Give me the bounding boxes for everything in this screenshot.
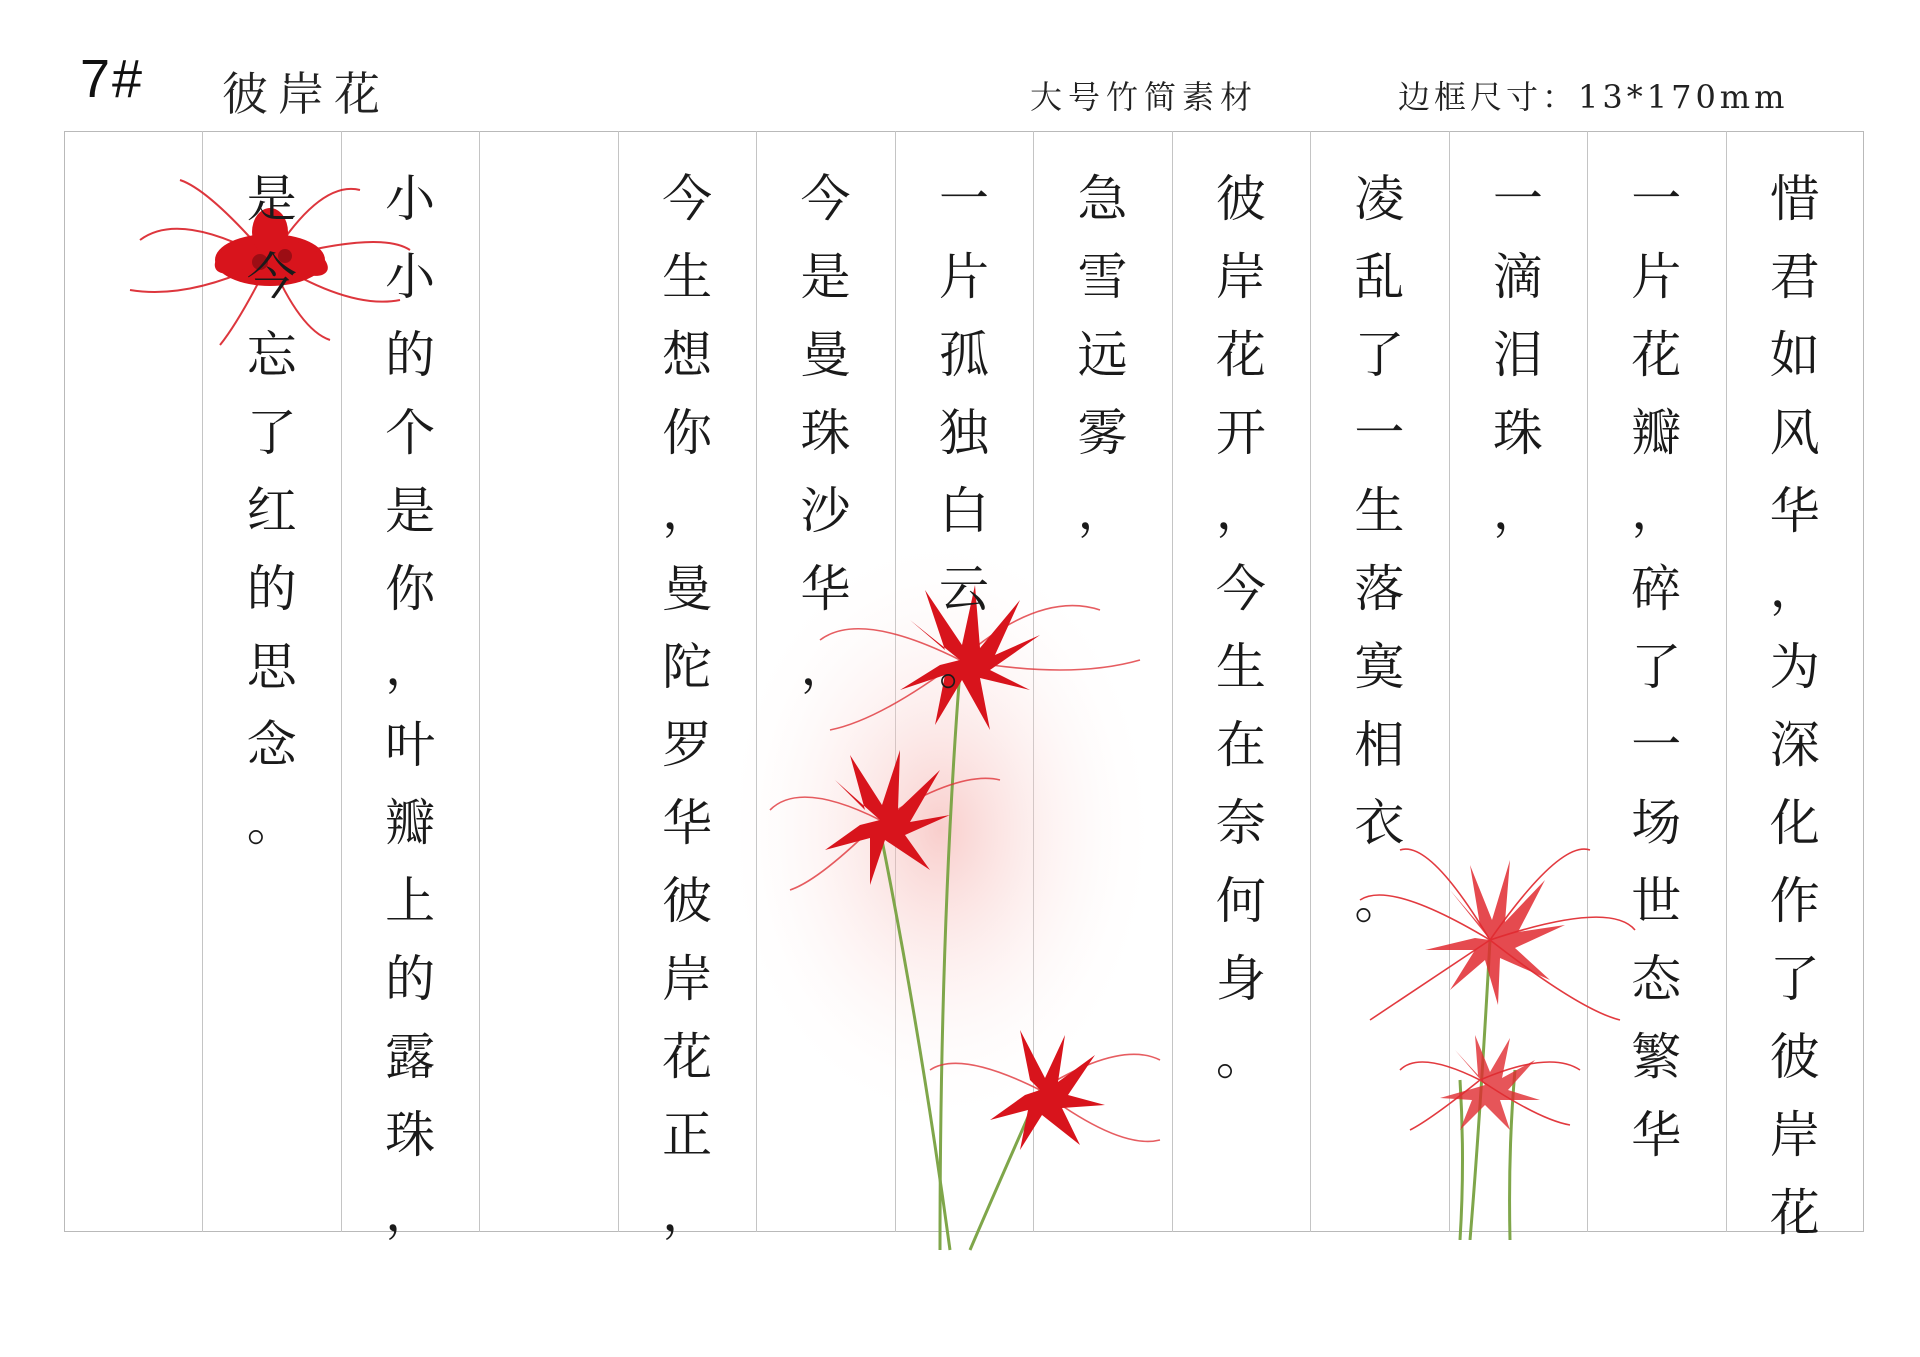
slip-character: 身 [1215,950,1266,1008]
slip-character: 岸 [1769,1106,1820,1164]
slip-character: 为 [1769,638,1820,696]
slip-character: 急 [1077,170,1128,228]
slip-character: 。 [1215,1028,1266,1086]
slip-character: 惜 [1769,170,1820,228]
slip-character: 华 [1631,1106,1682,1164]
slip-character: 君 [1769,248,1820,306]
slip-divider [618,131,619,1232]
slip-character: ， [662,482,713,540]
slip-character: 忘 [246,326,297,384]
slip-character: ， [662,1184,713,1242]
slip-character: 生 [1354,482,1405,540]
slip-character: 衣 [1354,794,1405,852]
slip-character: 落 [1354,560,1405,618]
slip-character: 。 [246,794,297,852]
slip-character: 一 [1631,716,1682,774]
slip-character: 场 [1631,794,1682,852]
slip-character: ， [385,1184,436,1242]
slip-character: 你 [385,560,436,618]
slip-character: ， [1631,482,1682,540]
slip-character: 是 [385,482,436,540]
slip-character: 一 [1492,170,1543,228]
slip-character: 态 [1631,950,1682,1008]
slip-character: 凌 [1354,170,1405,228]
slip-character: 花 [662,1028,713,1086]
slip-character: 孤 [939,326,989,384]
slip-character: 岸 [1215,248,1266,306]
slip-character: 乱 [1354,248,1405,306]
slip-character: ， [1077,482,1128,540]
slip-text [1477,160,1559,550]
slip-character: 上 [385,872,436,930]
slip-character: 的 [246,560,297,618]
slip-character: ， [1492,482,1543,540]
slip-character: 一 [939,170,989,228]
slip-character: 泪 [1492,326,1543,384]
slip-character: 奈 [1215,794,1266,852]
header-material: 大号竹简素材 [1030,78,1259,116]
slip-character: 罗 [662,716,713,774]
slip-character: 生 [1215,638,1266,696]
slip-text [1338,160,1420,940]
slip-character: 华 [800,560,851,618]
slip-character: 了 [246,404,297,462]
slip-character: 红 [246,482,297,540]
slip-character: 片 [1631,248,1682,306]
slip-character: 了 [1769,950,1820,1008]
slip-character: 雪 [1077,248,1128,306]
slip-character: 独 [939,404,989,462]
slip-divider [479,131,480,1232]
slip-character: 彼 [662,872,713,930]
slip-character: 的 [385,326,436,384]
slip-character: 珠 [800,404,851,462]
slip-character: 曼 [662,560,713,618]
slip-character: 寞 [1354,638,1405,696]
slip-character: 白 [939,482,989,540]
slip-character: 小 [385,170,436,228]
slip-text [369,160,451,1252]
slip-character: 花 [1215,326,1266,384]
slip-character: 思 [246,638,297,696]
slip-character: 今 [662,170,713,228]
slip-character: 今 [246,248,297,306]
slip-character: 深 [1769,716,1820,774]
slip-character: 是 [246,170,297,228]
slip-character: 今 [800,170,851,228]
slip-text [646,160,728,1252]
slip-text [923,160,1005,706]
slip-character: 开 [1215,404,1266,462]
slip-character: 彼 [1215,170,1266,228]
slip-character: 叶 [385,716,436,774]
slip-character: 你 [662,404,713,462]
slip-character: ， [385,638,436,696]
slip-character: 个 [385,404,436,462]
slip-character: 滴 [1492,248,1543,306]
slip-character: 花 [1631,326,1682,384]
slip-character: 相 [1354,716,1405,774]
slip-character: 世 [1631,872,1682,930]
slip-character: 繁 [1631,1028,1682,1086]
slip-character: 正 [662,1106,713,1164]
slip-character: 曼 [800,326,851,384]
slip-divider [1310,131,1311,1232]
slip-text [231,160,313,862]
slip-text [785,160,867,706]
slip-divider [1726,131,1727,1232]
slip-character: 今 [1215,560,1266,618]
slip-character: 是 [800,248,851,306]
slip-character: 华 [1769,482,1820,540]
slip-text [1200,160,1282,1096]
slip-character: 露 [385,1028,436,1086]
slip-character: 珠 [385,1106,436,1164]
slip-character: 。 [1354,872,1405,930]
header-number: 7# [80,49,145,109]
slip-character: 想 [662,326,713,384]
slip-character: ， [1769,560,1820,618]
header-title: 彼岸花 [222,67,390,121]
slip-character: 片 [939,248,989,306]
slip-character: 一 [1354,404,1405,462]
slip-character: 珠 [1492,404,1543,462]
slip-character: 雾 [1077,404,1128,462]
slip-character: 云 [939,560,989,618]
slip-character: 花 [1769,1184,1820,1242]
slip-character: 生 [662,248,713,306]
slip-character: 一 [1631,170,1682,228]
slip-character: ， [1215,482,1266,540]
slip-character: 瓣 [1631,404,1682,462]
slip-character: 何 [1215,872,1266,930]
slip-character: 了 [1631,638,1682,696]
slip-character: 沙 [800,482,851,540]
slip-character: 碎 [1631,560,1682,618]
slip-character: 华 [662,794,713,852]
slip-text [1615,160,1697,1174]
slip-character: 瓣 [385,794,436,852]
slip-character: 如 [1769,326,1820,384]
slip-character: 岸 [662,950,713,1008]
slip-character: 陀 [662,638,713,696]
slip-character: 作 [1769,872,1820,930]
slip-character: ， [800,638,851,696]
slip-character: 小 [385,248,436,306]
slip-text [1754,160,1836,1252]
slip-text [1061,160,1143,550]
header-frame-size: 边框尺寸：13*170mm [1398,78,1789,116]
slip-character: 在 [1215,716,1266,774]
slip-character: 了 [1354,326,1405,384]
slip-character: 。 [939,638,989,696]
slip-character: 念 [246,716,297,774]
slip-character: 化 [1769,794,1820,852]
slip-character: 风 [1769,404,1820,462]
slip-character: 的 [385,950,436,1008]
slip-character: 远 [1077,326,1128,384]
slip-character: 彼 [1769,1028,1820,1086]
